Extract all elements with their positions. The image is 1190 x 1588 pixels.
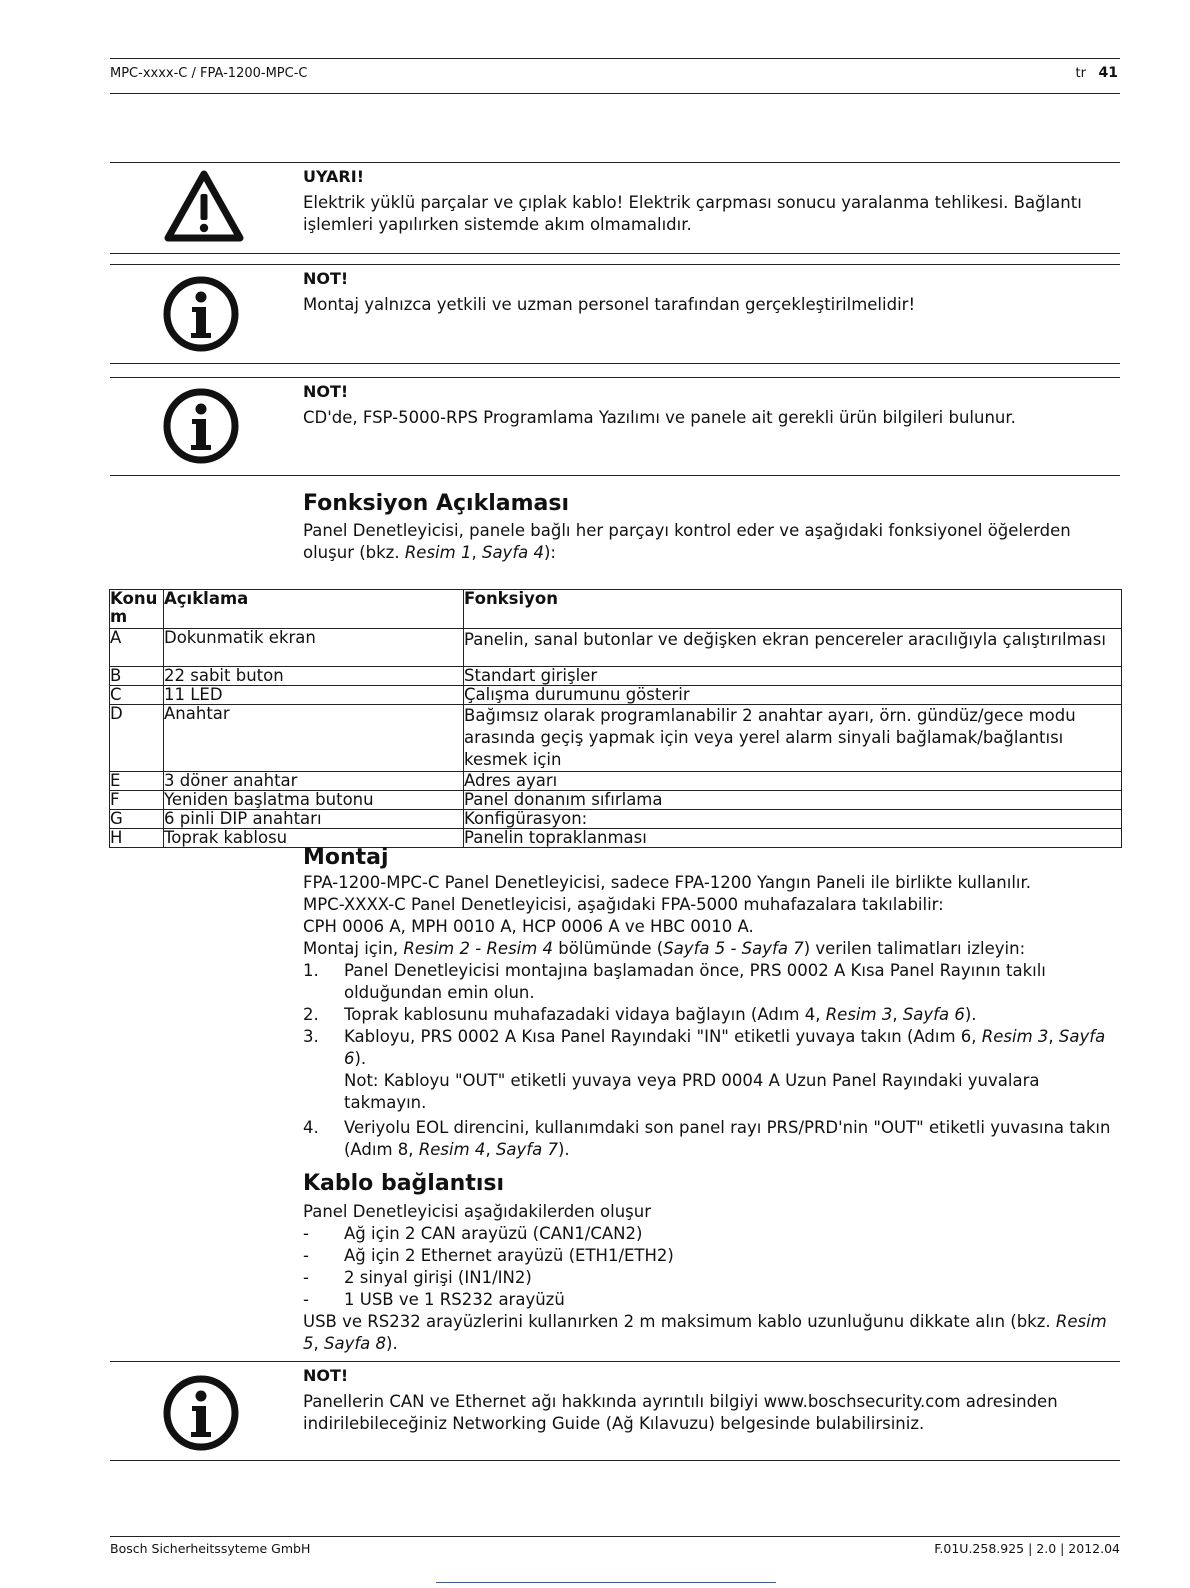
cell-description: 11 LED bbox=[164, 686, 464, 705]
footer-company: Bosch Sicherheitssyteme GmbH bbox=[110, 1541, 311, 1556]
header-page-number: 41 bbox=[1098, 65, 1118, 81]
page-footer bbox=[110, 1536, 1120, 1556]
info-icon bbox=[162, 1374, 240, 1456]
cell-description: 6 pinli DIP anahtarı bbox=[164, 810, 464, 829]
montaj-line-3: CPH 0006 A, MPH 0010 A, HCP 0006 A ve HBC 0010 A. bbox=[303, 917, 754, 936]
cell-position: F bbox=[110, 791, 164, 810]
cell-description: Toprak kablosu bbox=[164, 829, 464, 848]
cell-function: Konfigürasyon: bbox=[464, 810, 1122, 829]
table-row bbox=[110, 705, 1122, 772]
cell-position: G bbox=[110, 810, 164, 829]
cell-position: A bbox=[110, 629, 164, 667]
cell-function: Bağımsız olarak programlanabilir 2 anahtar ayarı, örn. gündüz/gece modu arasında geçiş yapmak için veya yerel alarm sinyali bağlamak/bağlantısı kesmek için bbox=[464, 705, 1122, 772]
montaj-line-4: Montaj için, Resim 2 - Resim 4 bölümünde (Sayfa 5 - Sayfa 7) verilen talimatları izleyin: bbox=[303, 939, 1026, 958]
table-row bbox=[110, 667, 1122, 686]
table-row bbox=[110, 629, 1122, 667]
cell-function: Panelin, sanal butonlar ve değişken ekran pencereler aracılığıyla çalıştırılması bbox=[464, 629, 1122, 667]
function-table bbox=[109, 589, 1122, 848]
header-function: Fonksiyon bbox=[464, 590, 1122, 629]
table-row bbox=[110, 829, 1122, 848]
montaj-step-note: Not: Kabloyu "OUT" etiketli yuvaya veya PRD 0004 A Uzun Panel Rayındaki yuvalara takmayın. bbox=[344, 1071, 1040, 1112]
montaj-step: 1. Panel Denetleyicisi montajına başlamadan önce, PRS 0002 A Kısa Panel Rayının takılı olduğundan emin olun. bbox=[303, 961, 1046, 1002]
warning-text: Elektrik yüklü parçalar ve çıplak kablo! Elektrik çarpması sonucu yaralanma tehlikesi. Bağlantı işlemleri yapılırken sistemde akım olmamalıdır. bbox=[303, 193, 1082, 234]
cell-function: Panel donanım sıfırlama bbox=[464, 791, 1122, 810]
header-description: Açıklama bbox=[164, 590, 464, 629]
table-row bbox=[110, 686, 1122, 705]
info-icon bbox=[162, 387, 240, 469]
cell-description: Dokunmatik ekran bbox=[164, 629, 464, 667]
kablo-bullet: - Ağ için 2 Ethernet arayüzü (ETH1/ETH2) bbox=[303, 1246, 674, 1265]
info-icon bbox=[162, 275, 240, 357]
note-text-3: Panellerin CAN ve Ethernet ağı hakkında ayrıntılı bilgiyi www.boschsecurity.com adresinden indirilebileceğiniz Networking Guide (Ağ Kılavuzu) belgesinde bulabilirsiniz. bbox=[303, 1392, 1058, 1433]
footer-doc-ref: F.01U.258.925 | 2.0 | 2012.04 bbox=[934, 1541, 1120, 1556]
warning-notice bbox=[110, 162, 1120, 254]
montaj-heading: Montaj bbox=[303, 845, 389, 870]
kablo-intro: Panel Denetleyicisi aşağıdakilerden oluşur bbox=[303, 1202, 651, 1221]
kablo-bullet: - 2 sinyal girişi (IN1/IN2) bbox=[303, 1268, 532, 1287]
montaj-step: 3. Kabloyu, PRS 0002 A Kısa Panel Rayındaki "IN" etiketli yuvaya takın (Adım 6, Resim 3, Sayfa 6). Not: Kabloyu "OUT" etiketli yuvaya veya PRD 0004 A Uzun Panel Rayındaki yuvalara takmayın. bbox=[303, 1026, 1120, 1114]
note-text-1: Montaj yalnızca yetkili ve uzman personel tarafından gerçekleştirilmelidir! bbox=[303, 295, 916, 314]
table-row bbox=[110, 772, 1122, 791]
header-position: Konu m bbox=[110, 590, 164, 629]
warning-triangle-icon bbox=[162, 168, 246, 248]
header-doc-title: MPC-xxxx-C / FPA-1200-MPC-C bbox=[110, 66, 308, 81]
kablo-bullet: - Ağ için 2 CAN arayüzü (CAN1/CAN2) bbox=[303, 1224, 643, 1243]
montaj-line-1: FPA-1200-MPC-C Panel Denetleyicisi, sadece FPA-1200 Yangın Paneli ile birlikte kullanılır. bbox=[303, 873, 1032, 892]
cell-position: E bbox=[110, 772, 164, 791]
montaj-step: 2. Toprak kablosunu muhafazadaki vidaya bağlayın (Adım 4, Resim 3, Sayfa 6). bbox=[303, 1005, 977, 1024]
table-header-row bbox=[110, 590, 1122, 629]
cell-description: 22 sabit buton bbox=[164, 667, 464, 686]
cell-function: Panelin topraklanması bbox=[464, 829, 1122, 848]
cell-description: Anahtar bbox=[164, 705, 464, 772]
table-row bbox=[110, 810, 1122, 829]
kablo-outro: USB ve RS232 arayüzlerini kullanırken 2 m maksimum kablo uzunluğunu dikkate alın (bkz. Resim 5, Sayfa 8). bbox=[303, 1312, 1107, 1353]
montaj-step: 4. Veriyolu EOL direncini, kullanımdaki son panel rayı PRS/PRD'nin "OUT" etiketli yuvasına takın (Adım 8, Resim 4, Sayfa 7). bbox=[303, 1118, 1111, 1159]
cell-position: C bbox=[110, 686, 164, 705]
warning-title: UYARI! bbox=[303, 167, 364, 186]
montaj-line-2: MPC-XXXX-C Panel Denetleyicisi, aşağıdaki FPA-5000 muhafazalara takılabilir: bbox=[303, 895, 944, 914]
bottom-divider bbox=[436, 1582, 776, 1583]
function-heading: Fonksiyon Açıklaması bbox=[303, 491, 569, 516]
cell-function: Çalışma durumunu gösterir bbox=[464, 686, 1122, 705]
cell-position: D bbox=[110, 705, 164, 772]
function-intro: Panel Denetleyicisi, panele bağlı her parçayı kontrol eder ve aşağıdaki fonksiyonel öğelerden oluşur (bkz. Resim 1, Sayfa 4): bbox=[303, 521, 1071, 562]
note-notice-3 bbox=[110, 1361, 1120, 1461]
kablo-bullet: - 1 USB ve 1 RS232 arayüzü bbox=[303, 1290, 565, 1309]
kablo-heading: Kablo bağlantısı bbox=[303, 1171, 505, 1196]
cell-description: Yeniden başlatma butonu bbox=[164, 791, 464, 810]
header-language: tr bbox=[1075, 66, 1086, 81]
note-title-3: NOT! bbox=[303, 1366, 349, 1385]
note-text-2: CD'de, FSP-5000-RPS Programlama Yazılımı ve panele ait gerekli ürün bilgileri bulunur. bbox=[303, 408, 1016, 427]
note-title-1: NOT! bbox=[303, 269, 349, 288]
page-header bbox=[110, 58, 1120, 94]
cell-function: Adres ayarı bbox=[464, 772, 1122, 791]
note-notice-1 bbox=[110, 264, 1120, 364]
note-title-2: NOT! bbox=[303, 382, 349, 401]
cell-position: H bbox=[110, 829, 164, 848]
cell-position: B bbox=[110, 667, 164, 686]
cell-description: 3 döner anahtar bbox=[164, 772, 464, 791]
table-row bbox=[110, 791, 1122, 810]
note-notice-2 bbox=[110, 377, 1120, 476]
cell-function: Standart girişler bbox=[464, 667, 1122, 686]
